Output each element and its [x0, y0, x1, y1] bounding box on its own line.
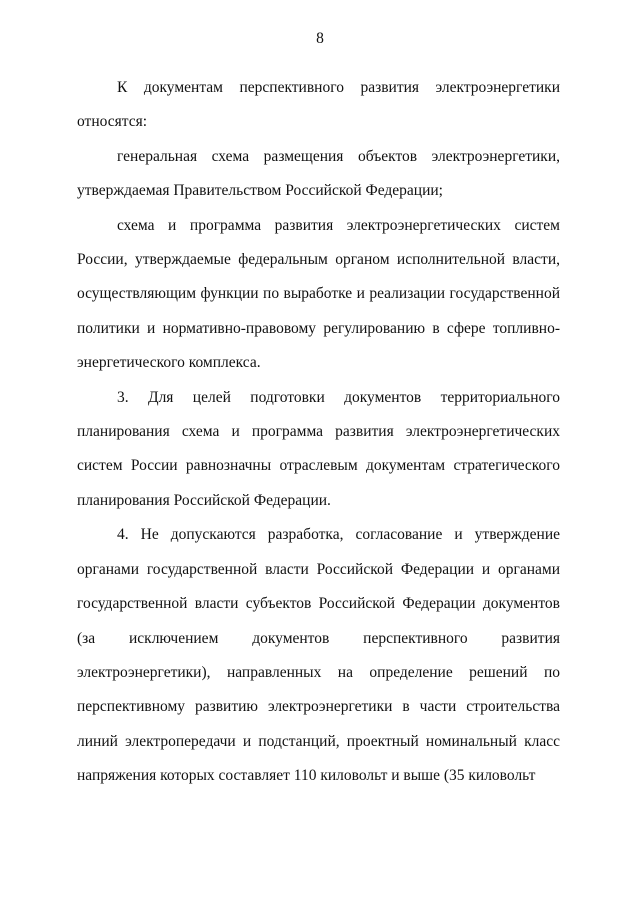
page-number: 8	[316, 30, 324, 47]
paragraph-intro: К документам перспективного развития электроэнергетики относятся:	[77, 79, 560, 131]
paragraph-point-4: 4. Не допускаются разработка, согласование и утверждение органами государственной власти Российской Федерации и органами государственной власти субъектов Российской Федерации документов (за исключением документов перспективного развития электроэнергетики), направленных на определение решений по перспективному развитию электроэнергетики в части строительства линий электропередачи и подстанций, проектный номинальный класс напряжения которых составляет 110 киловольт и выше (35 киловольт	[77, 526, 560, 785]
paragraph-general-scheme: генеральная схема размещения объектов электроэнергетики, утверждаемая Правительством Российской Федерации;	[77, 147, 560, 200]
paragraph-scheme-program: схема и программа развития электроэнергетических систем России, утверждаемые федеральным органом исполнительной власти, осуществляющим функции по выработке и реализации государственной политики и нормативно-правовому регулированию в сфере топливно-энергетического комплекса.	[77, 216, 560, 372]
paragraph-point-3: 3. Для целей подготовки документов территориального планирования схема и программа развития электроэнергетических систем России равнозначны отраслевым документам стратегического планирования Российской Федерации.	[77, 388, 560, 509]
document-body	[77, 71, 560, 794]
